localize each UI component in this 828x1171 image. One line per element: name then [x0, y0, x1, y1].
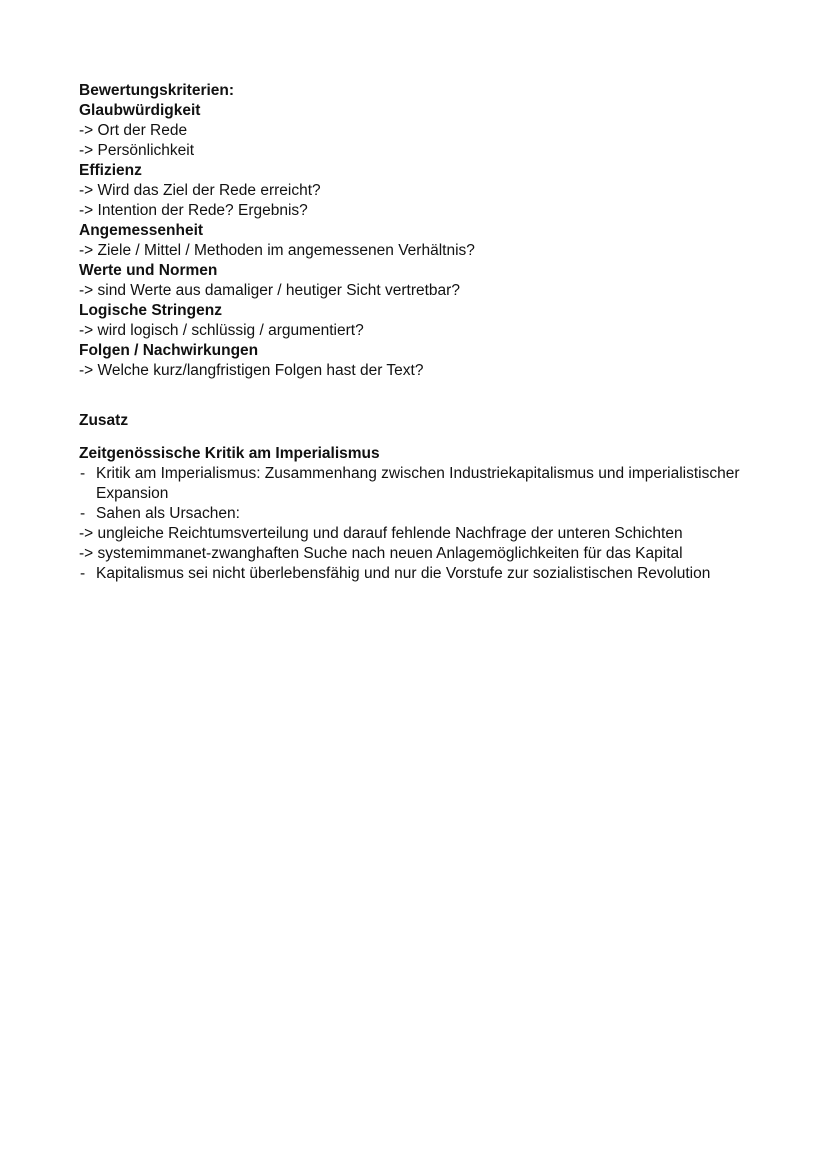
criterion-title-consequences: Folgen / Nachwirkungen	[79, 342, 259, 359]
criterion-point: -> Persönlichkeit	[79, 142, 195, 159]
list-item	[79, 564, 779, 584]
dash-bullet: -	[80, 565, 86, 582]
criterion-title-efficiency: Effizienz	[79, 162, 142, 179]
criterion-title-values: Werte und Normen	[79, 262, 218, 279]
document-page	[79, 81, 779, 584]
addendum-heading: Zusatz	[79, 412, 129, 429]
addendum-subheading: Zeitgenössische Kritik am Imperialismus	[79, 445, 380, 462]
list-item	[79, 504, 779, 524]
criterion-point: -> Ziele / Mittel / Methoden im angemessenen Verhältnis?	[79, 242, 475, 259]
spacer	[79, 431, 779, 444]
criterion-point: -> Wird das Ziel der Rede erreicht?	[79, 182, 321, 199]
criterion-point: -> sind Werte aus damaliger / heutiger Sicht vertretbar?	[79, 282, 460, 299]
criterion-title-appropriateness: Angemessenheit	[79, 222, 204, 239]
dash-bullet: -	[80, 505, 86, 522]
cause-point: -> ungleiche Reichtumsverteilung und darauf fehlende Nachfrage der unteren Schichten	[79, 525, 683, 542]
list-item	[79, 464, 779, 504]
criterion-point: -> wird logisch / schlüssig / argumentiert?	[79, 322, 364, 339]
list-item-text: Sahen als Ursachen:	[96, 505, 240, 522]
criterion-point: -> Intention der Rede? Ergebnis?	[79, 202, 308, 219]
list-item-text: Kapitalismus sei nicht überlebensfähig und nur die Vorstufe zur sozialistischen Revolution	[96, 565, 711, 582]
spacer	[79, 381, 779, 411]
criterion-point: -> Ort der Rede	[79, 122, 188, 139]
dash-bullet: -	[80, 465, 86, 482]
criteria-heading: Bewertungskriterien:	[79, 82, 235, 99]
criterion-title-logic: Logische Stringenz	[79, 302, 222, 319]
criterion-point: -> Welche kurz/langfristigen Folgen hast der Text?	[79, 362, 424, 379]
criterion-title-credibility: Glaubwürdigkeit	[79, 102, 201, 119]
list-item-text: Kritik am Imperialismus: Zusammenhang zwischen Industriekapitalismus und imperialistischer Expansion	[96, 465, 740, 502]
cause-point: -> systemimmanet-zwanghaften Suche nach neuen Anlagemöglichkeiten für das Kapital	[79, 545, 683, 562]
